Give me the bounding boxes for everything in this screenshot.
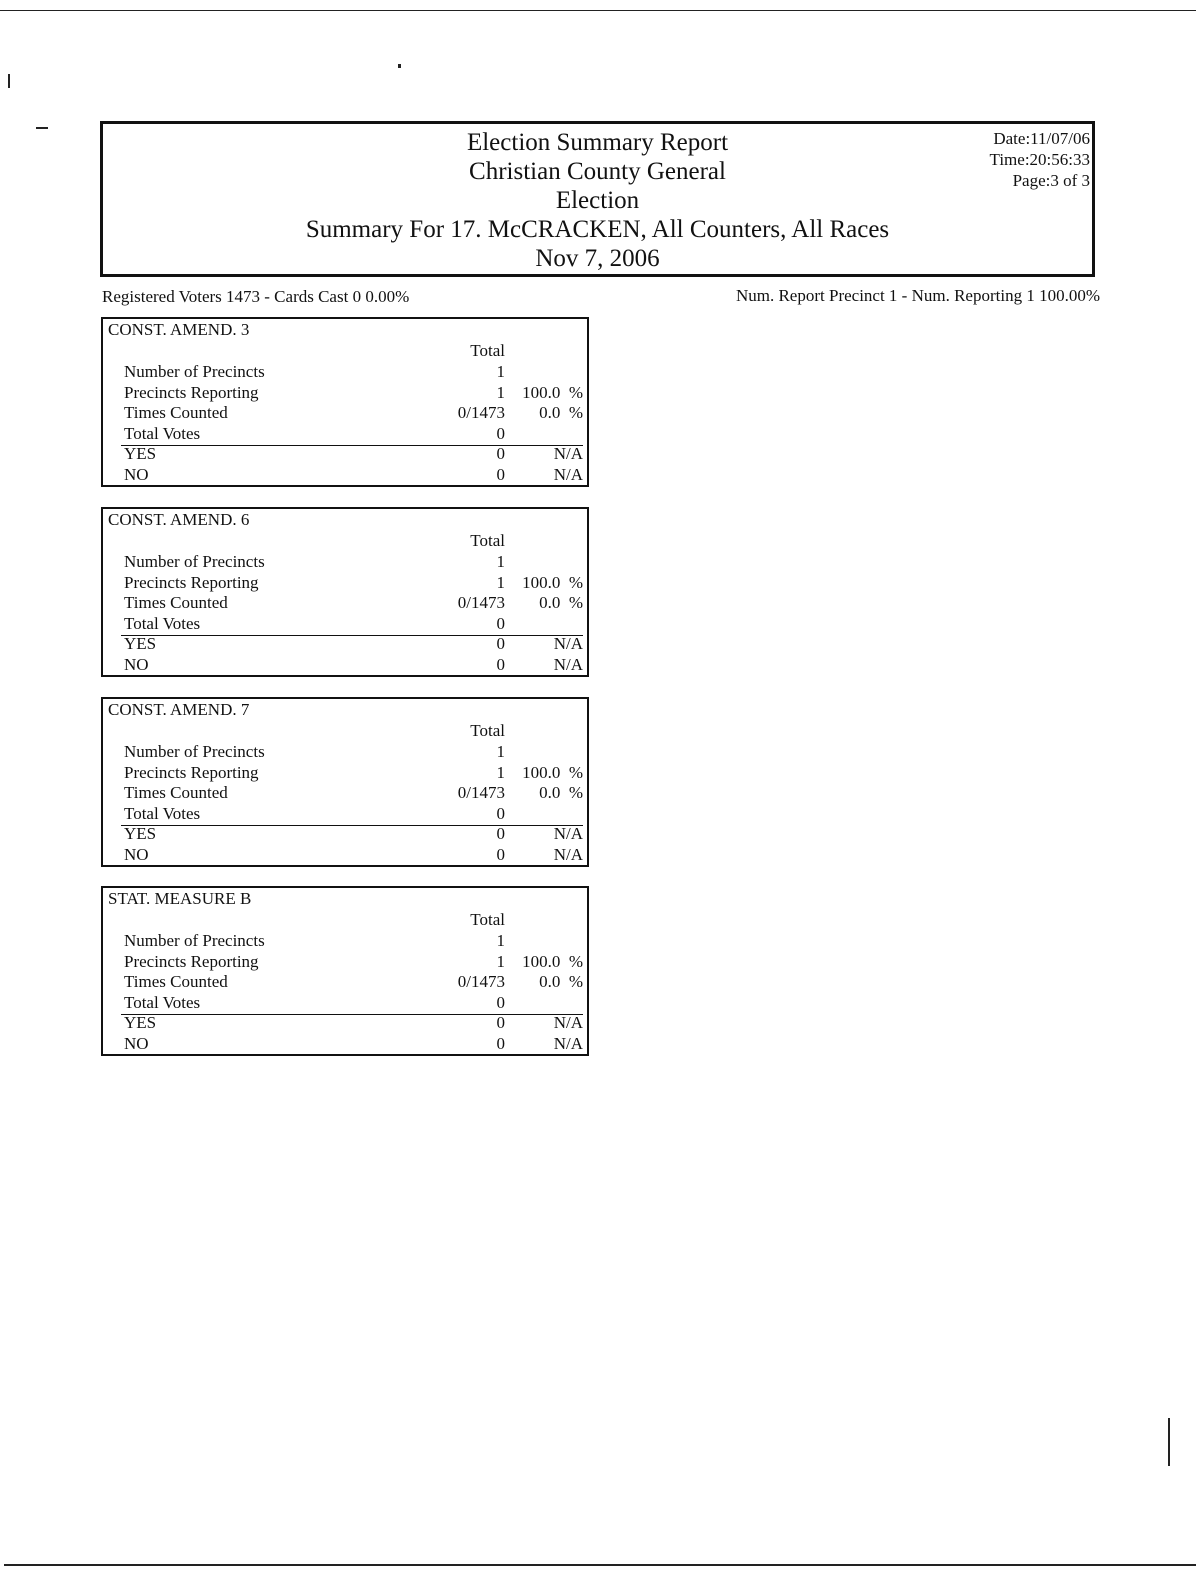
race-row-total: 1 bbox=[496, 572, 505, 592]
race-row-total: 0 bbox=[496, 444, 505, 463]
race-row-label: Total Votes bbox=[124, 613, 201, 633]
race-row bbox=[103, 845, 587, 865]
race-row-total: 0/1473 bbox=[457, 403, 505, 422]
race-row-total: 0 bbox=[496, 1013, 505, 1032]
race-title: CONST. AMEND. 7 bbox=[108, 700, 250, 719]
race-title: CONST. AMEND. 3 bbox=[108, 320, 250, 339]
race-row-label: Times Counted bbox=[124, 783, 228, 802]
race-row-percent: 0.0 % bbox=[539, 972, 583, 991]
race-row-percent: N/A bbox=[553, 1013, 583, 1032]
report-title-line: Nov 7, 2006 bbox=[535, 245, 660, 272]
race-row bbox=[103, 655, 587, 675]
race-row-label: Times Counted bbox=[124, 972, 228, 991]
race-row-total: 0 bbox=[496, 1033, 505, 1053]
race-row-percent: N/A bbox=[553, 824, 583, 843]
race-row-label: Precincts Reporting bbox=[124, 572, 259, 592]
scan-edge-top bbox=[0, 10, 1196, 11]
race-row-label: Total Votes bbox=[124, 423, 201, 443]
race-row-total: 0 bbox=[496, 423, 505, 443]
race-row-percent: N/A bbox=[553, 444, 583, 463]
race-row-label: Times Counted bbox=[124, 403, 228, 422]
race-row bbox=[103, 783, 587, 803]
race-row-total: 0 bbox=[496, 634, 505, 653]
race-row-label: YES bbox=[124, 824, 157, 843]
race-row-total: 0/1473 bbox=[457, 783, 505, 802]
race-box bbox=[101, 317, 589, 487]
race-row-label: Times Counted bbox=[124, 593, 228, 612]
scan-speck bbox=[8, 74, 10, 88]
race-row-label: Total Votes bbox=[124, 803, 201, 823]
race-row-percent: 0.0 % bbox=[539, 403, 583, 422]
race-row-percent: N/A bbox=[553, 464, 583, 484]
race-row bbox=[103, 383, 587, 403]
race-row-total: 1 bbox=[496, 362, 505, 381]
race-row-total: 0/1473 bbox=[457, 593, 505, 612]
report-date: Date:11/07/06 bbox=[993, 129, 1090, 148]
report-meta bbox=[990, 128, 1090, 191]
scan-speck bbox=[36, 127, 48, 129]
race-column-header bbox=[103, 910, 587, 930]
scan-speck bbox=[398, 64, 401, 68]
race-row bbox=[103, 952, 587, 972]
race-row-total: 0 bbox=[496, 654, 505, 674]
total-column-label: Total bbox=[470, 341, 505, 360]
race-row bbox=[103, 742, 587, 762]
race-row-label: YES bbox=[124, 1013, 157, 1032]
race-row-label: YES bbox=[124, 634, 157, 653]
race-row bbox=[103, 465, 587, 485]
race-row bbox=[103, 1013, 587, 1033]
registered-voters-summary: Registered Voters 1473 - Cards Cast 0 0.00% bbox=[102, 287, 410, 306]
race-title: STAT. MEASURE B bbox=[108, 889, 252, 908]
race-row-total: 0 bbox=[496, 803, 505, 823]
report-header bbox=[100, 121, 1095, 277]
race-column-header bbox=[103, 721, 587, 741]
race-box bbox=[101, 507, 589, 677]
race-row-label: Number of Precincts bbox=[124, 362, 265, 381]
race-row bbox=[103, 804, 587, 824]
race-row-percent: 100.0 % bbox=[522, 762, 583, 782]
race-column-header bbox=[103, 531, 587, 551]
race-row-percent: 100.0 % bbox=[522, 572, 583, 592]
race-row-label: Total Votes bbox=[124, 992, 201, 1012]
race-row-total: 1 bbox=[496, 382, 505, 402]
race-row-total: 0 bbox=[496, 464, 505, 484]
total-column-label: Total bbox=[470, 531, 505, 550]
race-row-total: 0 bbox=[496, 613, 505, 633]
scan-speck bbox=[1168, 1418, 1170, 1466]
race-row bbox=[103, 573, 587, 593]
race-row-total: 1 bbox=[496, 931, 505, 950]
race-column-header bbox=[103, 341, 587, 361]
race-row-total: 0 bbox=[496, 992, 505, 1012]
report-title-line: Christian County General bbox=[469, 158, 726, 185]
race-row-label: Precincts Reporting bbox=[124, 951, 259, 971]
race-row-label: YES bbox=[124, 444, 157, 463]
race-row-percent: 0.0 % bbox=[539, 593, 583, 612]
race-row-label: Number of Precincts bbox=[124, 552, 265, 571]
race-row bbox=[103, 1034, 587, 1054]
race-row-label: Number of Precincts bbox=[124, 742, 265, 761]
report-title bbox=[103, 128, 1092, 273]
race-row bbox=[103, 972, 587, 992]
total-column-label: Total bbox=[470, 910, 505, 929]
race-box bbox=[101, 886, 589, 1056]
race-row-label: NO bbox=[124, 844, 149, 864]
race-row bbox=[103, 593, 587, 613]
race-row bbox=[103, 614, 587, 634]
race-row-label: NO bbox=[124, 654, 149, 674]
race-row bbox=[103, 424, 587, 444]
race-row-percent: N/A bbox=[553, 634, 583, 653]
race-row-label: Number of Precincts bbox=[124, 931, 265, 950]
report-time: Time:20:56:33 bbox=[989, 150, 1090, 169]
race-row-label: NO bbox=[124, 464, 149, 484]
race-row bbox=[103, 403, 587, 423]
race-row-total: 0 bbox=[496, 824, 505, 843]
race-row bbox=[103, 444, 587, 464]
race-row bbox=[103, 362, 587, 382]
race-box bbox=[101, 697, 589, 867]
race-row-percent: 100.0 % bbox=[522, 951, 583, 971]
race-row-total: 0/1473 bbox=[457, 972, 505, 991]
race-row-label: Precincts Reporting bbox=[124, 762, 259, 782]
race-row-total: 1 bbox=[496, 552, 505, 571]
race-row bbox=[103, 931, 587, 951]
race-row-percent: 0.0 % bbox=[539, 783, 583, 802]
report-page: Page:3 of 3 bbox=[1012, 171, 1090, 190]
race-row-percent: 100.0 % bbox=[522, 382, 583, 402]
report-title-line: Election bbox=[555, 187, 640, 214]
precinct-reporting-summary: Num. Report Precinct 1 - Num. Reporting 1 100.00% bbox=[735, 286, 1100, 305]
race-row-total: 1 bbox=[496, 742, 505, 761]
race-row bbox=[103, 634, 587, 654]
race-row-percent: N/A bbox=[553, 844, 583, 864]
race-row-total: 1 bbox=[496, 951, 505, 971]
race-row-label: Precincts Reporting bbox=[124, 382, 259, 402]
scan-edge-bottom bbox=[4, 1564, 1196, 1566]
race-row bbox=[103, 993, 587, 1013]
race-row bbox=[103, 552, 587, 572]
race-row-percent: N/A bbox=[553, 654, 583, 674]
race-row-total: 1 bbox=[496, 762, 505, 782]
race-row bbox=[103, 763, 587, 783]
report-title-line: Election Summary Report bbox=[466, 129, 729, 156]
race-row-label: NO bbox=[124, 1033, 149, 1053]
total-column-label: Total bbox=[470, 721, 505, 740]
race-row-percent: N/A bbox=[553, 1033, 583, 1053]
race-title: CONST. AMEND. 6 bbox=[108, 510, 250, 529]
report-title-line: Summary For 17. McCRACKEN, All Counters, All Races bbox=[305, 216, 890, 243]
race-row bbox=[103, 824, 587, 844]
race-row-total: 0 bbox=[496, 844, 505, 864]
